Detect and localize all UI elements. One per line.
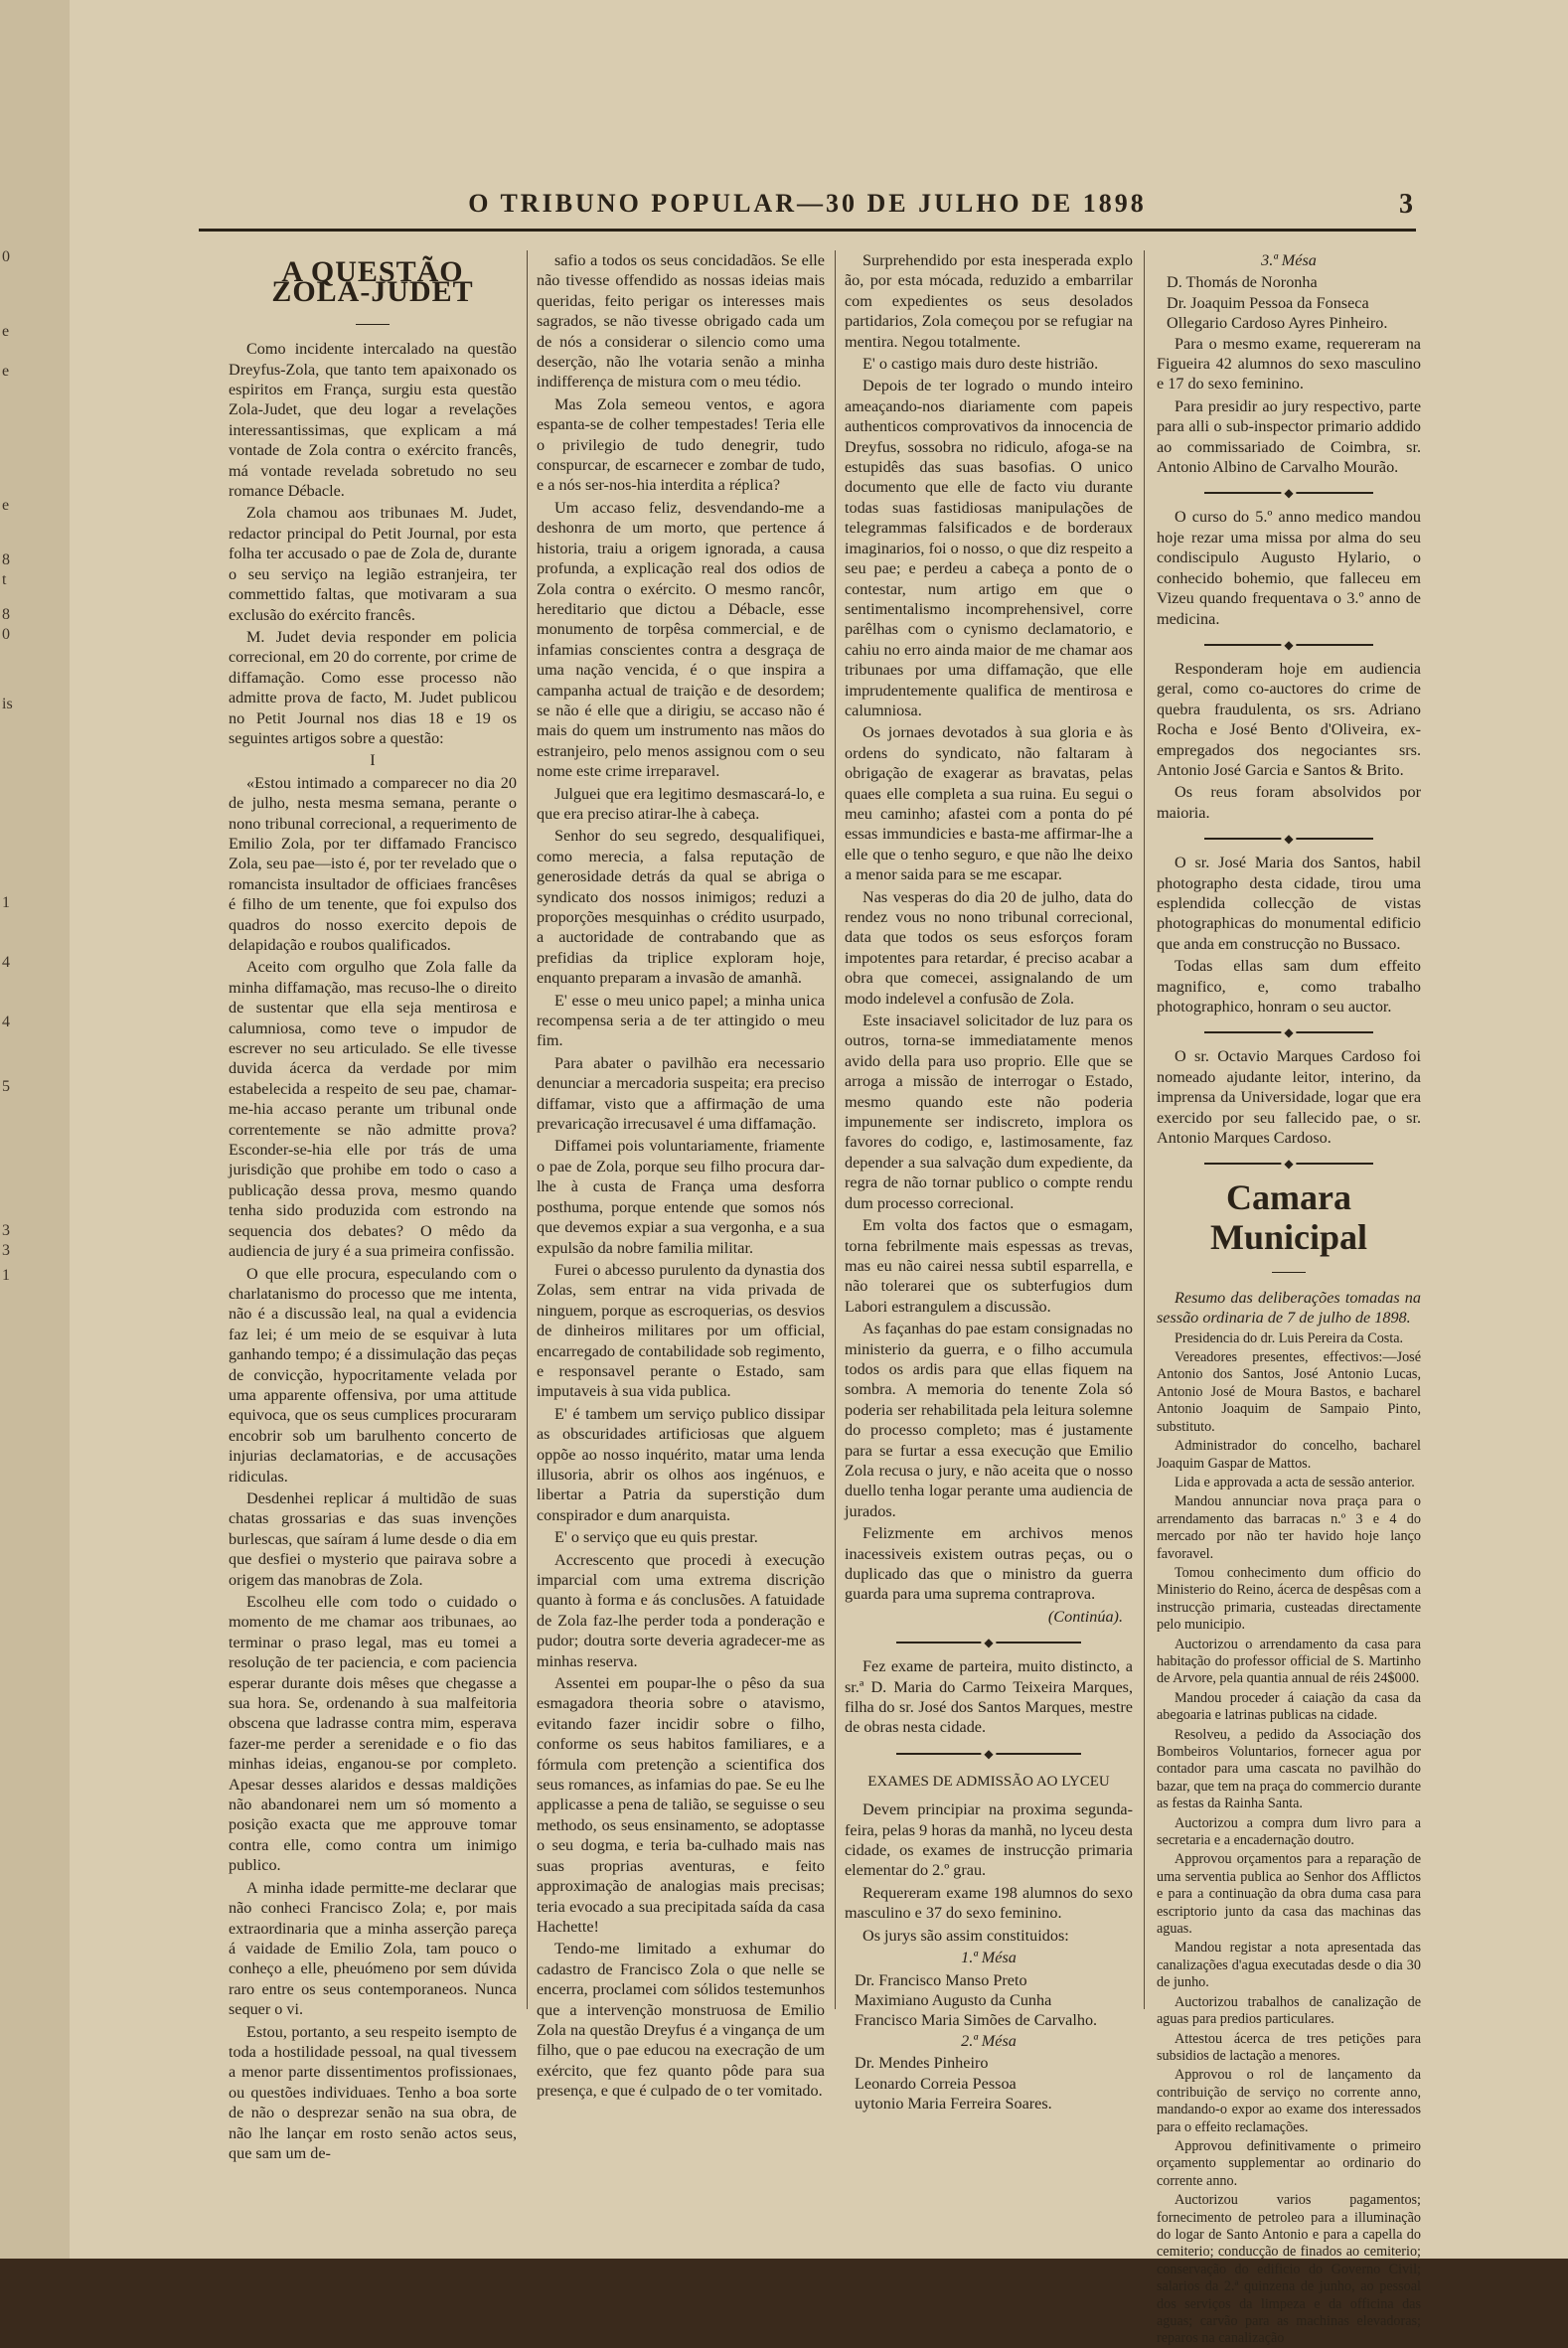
paragraph: Surprehendido por esta inesperada explo ão, por esta mócada, reduzido a embarrilar com expedientes os seus desolados partidarios, Zola começou por se refugiar na mentira. Negou totalmente. [845,251,1133,351]
paragraph: As façanhas do pae estam consignadas no ministerio da guerra, e o filho accumula todos os ardis para que ellas fiquem na sombra. A memoria do tenente Zola só poderia ser rehabilitada pela leitura solemne do processo completo; mas é justamente para se furtar a essa execução que Emilio Zola recusa o jury, e não aceita que o nosso duello tenha logar perante uma audiencia de jurados. [845,1320,1133,1520]
separator [1157,1026,1421,1036]
paragraph: Auctorizou a compra dum livro para a secretaria e a encadernação doutro. [1157,1814,1421,1849]
margin-glyph: 8 [2,606,10,623]
paragraph: Aceito com orgulho que Zola falle da minha diffamação, mas recuso-lhe o direito de sustentar que ella seja mentirosa e calumniosa, como teve o impudor de escrever no seu articulado. Se elle tivesse duvida ácerca da verdade por mim estabelecida a respeito de seu pae, chamar-me-hia accaso perante um tribunal onde correntemente se não admitte prova? Esconder-se-hia elle por trás de uma jurisdição que prohibe em todo o caso a publicação dessa prova, mesmo quando tenha sido produzida com estrondo na sequencia dos debates? O mêdo da audiencia de jury é a sua primeira confissão. [229,958,517,1261]
paragraph: Os reus foram absolvidos por maioria. [1157,783,1421,822]
paragraph: Auctorizou trabalhos de canalização de aguas para predios particulares. [1157,1993,1421,2028]
paragraph: Approvou orçamentos para a reparação de uma serventia publica ao Senhor dos Afflictos e para a continuação da obra duma casa para escriptorio junto da casa das machinas das aguas. [1157,1851,1421,1938]
paragraph: E' esse o meu unico papel; a minha unica recompensa seria a de ter attingido o meu fim. [537,991,825,1050]
mesa-1-label: 1.ª Mésa [961,1949,1017,1967]
paragraph: Mandou proceder á caiação da casa da abegoaria e latrinas publicas na cidade. [1157,1689,1421,1724]
margin-glyph: 4 [2,954,10,971]
paragraph: Desdenhei replicar á multidão de suas chatas grossarias e das suas invenções burlescas, que saíram á lume desde o dia em que desfiei o mysterio que pairava sobre a origem das manobras de Zola. [229,1488,517,1589]
separator [845,1748,1133,1758]
jury-member: Dr. Mendes Pinheiro [855,2054,989,2073]
paragraph: Tendo-me limitado a exhumar do cadastro de Francisco Zola o que nelle se encerra, proclamei com sólidos testemunhos que a intervenção monstruosa de Emilio Zola na questão Dreyfus é a vingança de um filho, que o pae educou na execração de um exército, que fez quanto pôde para sua presença, e que é culpado de o ter vomitado. [537,1940,825,2101]
jury-member: Dr. Francisco Manso Preto [855,1970,1027,1989]
paragraph: Um accaso feliz, desvendando-me a deshonra de um morto, que pertence á historia, traiu a origem ignorada, a causa profunda, a explicação real dos odios de Zola contra o exército. O mesmo rancôr, hereditario que dictou a Débacle, esse monumento de torpêsa commercial, e de infamias conscientes contra a desgraça de uma nação vencida, é o que inspira a campanha actual de traição e de desordem; se não é elle que a dirigiu, se accaso não é mais do quem um instrumento nas mãos do estranjeiro, pelo menos assignou com o seu nome este crime irreparavel. [537,498,825,781]
camara-subtitle: Resumo das deliberações tomadas na sessão ordinaria de 7 de julho de 1898. [1157,1288,1421,1328]
margin-glyph: e [2,363,10,380]
parteira-notice: Fez exame de parteira, muito distincto, a sr.ª D. Maria do Carmo Teixeira Marques, filha do sr. José dos Santos Marques, mestre de obras nesta cidade. [845,1657,1133,1737]
paragraph: Vereadores presentes, effectivos:—José Antonio dos Santos, José Antonio Lucas, Antonio José de Moura Bastos, e bacharel Antonio Joaquim de Sampaio Pinto, substituto. [1157,1349,1421,1435]
margin-glyph: 0 [2,626,10,643]
paragraph: Os jurys são assim constituidos: [862,1926,1069,1945]
mesa-2-list [845,2053,1133,2113]
curso-notice: O curso do 5.º anno medico mandou hoje rezar uma missa por alma do seu condiscipulo Augusto Hylario, o conhecido bohemio, que falleceu em Vizeu quando frequentava o 3.º anno de medicina. [1157,508,1421,628]
column-3 [845,250,1133,2113]
mesa-1-list [845,1970,1133,2031]
exames-body [845,1800,1133,1946]
audiencia-notice [1157,659,1421,823]
jury-member: Ollegario Cardoso Ayres Pinheiro. [1167,314,1388,333]
paragraph: Para presidir ao jury respectivo, parte para alli o sub-inspector primario addido ao commissariado de Coimbra, sr. Antonio Albino de Carvalho Mourão. [1157,396,1421,477]
mesa-3-list [1157,272,1421,333]
paragraph: Attestou ácerca de tres petições para subsidios de lactação a menores. [1157,2030,1421,2064]
paragraph: I [370,751,376,770]
article-body [229,339,517,2163]
paragraph: Diffamei pois voluntariamente, friamente o pae de Zola, porque seu filho procura dar-lhe à custa de França uma desforra posthuma, porque entende que somos nós que devemos expiar a sua vergonha, e a sua expulsão da nobre familia militar. [537,1137,825,1257]
header-rule [199,229,1416,232]
column-rule [1144,250,1145,2009]
separator [1157,1158,1421,1168]
camara-body [1157,1331,1421,2348]
paragraph: Escolheu elle com todo o cuidado o momento de me chamar aos tribunaes, ao terminar o praso legal, mas eu tomei a resolução de ter paciencia, e com paciencia esperar durante dois mêses que chegasse a sua hora. Se, ordenando à sua malfeitoria obscena que ladrasse contra mim, esperava fazer-me perder a serenidade e o fio das minhas ideias, enganou-se por completo. Apesar desses alaridos e dessas maldições não abandonarei nem um só momento a posição exacta que me approuve tomar contra elle, como contra um inimigo publico. [229,1593,517,1875]
jury-member: uytonio Maria Ferreira Soares. [855,2094,1052,2113]
paragraph: O que elle procura, especulando com o charlatanismo do processo que me intenta, não é a discussão leal, na qual a evidencia faz lei; é um meio de se esquivar à luta ganhando tempo; é a dissimulação das peças de convicção, hypocritamente velada por uma apparente offensiva, por uma attitude equivoca, que os seus cumplices procuraram encobrir sob um barulhento concerto de injurias declamatorias, e de accusações ridiculas. [229,1264,517,1486]
paragraph: E' é tambem um serviço publico dissipar as obscuridades artificiosas que alguem oppõe ao nosso inquérito, matar uma lenda illusoria, abrir os olhos aos ingénuos, e libertar a Patria da superstição dum conspirador e dum anarquista. [537,1404,825,1524]
paragraph: Julguei que era legitimo desmascará-lo, e que era preciso atirar-lhe à cabeça. [537,784,825,823]
paragraph: Presidencia do dr. Luis Pereira da Costa. [1175,1330,1404,1346]
margin-glyph: e [2,497,10,514]
separator [845,1637,1133,1646]
margin-glyph: t [2,571,7,588]
paragraph: Todas ellas sam dum effeito magnifico, e, como trabalho photographico, honram o seu auctor. [1157,957,1421,1016]
paragraph: Para abater o pavilhão era necessario denunciar a mercadoria suspeita; era preciso diffamar, visto que a affirmação de uma prevaricação irrecusavel é uma diffamação. [537,1053,825,1134]
paragraph: Para o mesmo exame, requereram na Figueira 42 alumnos do sexo masculino e 17 do sexo feminino. [1157,334,1421,393]
newspaper-page [70,0,1568,2347]
paragraph: Mas Zola semeou ventos, e agora espanta-se de colher tempestades! Teria elle o privilegio de tudo denegrir, tudo conspurcar, de escarnecer e zombar de tudo, e a nós ser-nos-hia interdita a réplica? [537,394,825,495]
paragraph: «Estou intimado a comparecer no dia 20 de julho, nesta mesma semana, perante o nono tribunal correcional, a requerimento de Emilio Zola, por ter diffamado Francisco Zola, seu pae—isto é, por ter revelado que o romancista insultador de officiaes francêses é filho de um tenente, que foi expulso dos quadros do nosso exercito depois de delapidação e roubos qualificados. [229,773,517,954]
mesa-2-label: 2.ª Mésa [961,2031,1017,2050]
paragraph: safio a todos os seus concidadãos. Se elle não tivesse offendido as nossas ideias mais queridas, feito perigar os interesses mais sagrados, se não tivesse obrigado cada um de nós a considerar o silencio como uma deserção, não lhe votaria senão a minha indifferença de mistura com o meu tédio. [537,251,825,391]
paragraph: M. Judet devia responder em policia correcional, em 20 do corrente, por crime de diffamação. Como esse processo não admitte prova de facto, M. Judet publicou no Petit Journal nos dias 18 e 19 os seguintes artigos sobre a questão: [229,627,517,747]
jury-member: D. Thomás de Noronha [1167,273,1318,292]
title-dash [1157,1261,1421,1281]
paragraph: Depois de ter logrado o mundo inteiro ameaçando-nos diariamente com papeis authenticos comprovativos da innocencia de Dreyfus, sossobra no ridiculo, afoga-se na estupidês das suas basofias. O unico documento que elle de facto viu durante todas suas fastidiosas manipulações de telegrammas falsificados e de borderaux imaginarios, foi o nosso, o que diz respeito a seu pae; e perdeu a cabeça a ponto de o contestar, num artigo em que o sentimentalismo incomprehensivel, corre parêlhas com o cynismo declamatorio, e cahiu no erro ainda maior de me chamar aos tribunaes por uma diffamação, que elle imprudentemente qualifica de mentirosa e calumniosa. [845,377,1133,719]
separator [1157,833,1421,843]
separator [1157,487,1421,497]
article-body-continued [845,250,1133,1605]
column-2 [537,250,825,2101]
paragraph: Requereram exame 198 alumnos do sexo masculino e 37 do sexo feminino. [845,1883,1133,1923]
adjacent-page-edge [0,0,76,2259]
continua-note: (Continúa). [1047,1607,1123,1626]
camara-heading: Camara Municipal [1209,1177,1368,1258]
santos-notice [1157,853,1421,1017]
paragraph: A minha idade permitte-me declarar que não conheci Francisco Zola; e, por mais extraordinaria que a minha asserção pareça á vaidade de Emilio Zola, tam pouco o conheço a elle, pheuómeno por sem dúvida raro entre os seus contemporaneos. Nunca sequer o vi. [229,1878,517,2019]
header-title: O TRIBUNO POPULAR—30 DE JULHO DE 1898 [468,189,1147,218]
paragraph: Auctorizou o arrendamento da casa para habitação do professor official de S. Martinho de Arvore, pela quantia annual de réis 24$000. [1157,1636,1421,1687]
title-dash [229,313,517,333]
margin-glyph: 1 [2,1267,10,1284]
column-1 [229,250,517,2162]
paragraph: Os jornaes devotados à sua gloria e às ordens do syndicato, não faltaram à obrigação de exagerar as bravatas, pelas quaes elle completa a sua ruina. Eu segui o meu caminho; afastei com a ponta do pé essas immundicies e basta-me affirmar-lhe a elle que o tenho seguro, e que não lhe deixo a menor saida para se me escapar. [845,723,1133,884]
figueira-notice [1157,334,1421,478]
paragraph: Approvou definitivamente o primeiro orçamento supplementar ao ordinario do corrente anno. [1157,2137,1421,2189]
margin-glyph: 5 [2,1078,10,1095]
jury-member: Leonardo Correia Pessoa [855,2074,1017,2093]
paragraph: Senhor do seu segredo, desqualifiquei, como merecia, a falsa reputação de generosidade detrás da qual se abriga o syndicato dos nossos inimigos; reduzi a proporções mesquinhas o crédito usurpado, a auctoridade de contrabando que as prefidias da triplice exploram hoje, enquanto preparam a invasão de amanhã. [537,827,825,988]
separator [1157,639,1421,649]
paragraph: Felizmente em archivos menos inacessiveis existem outras peças, ou o duplicado das que o ministro da guerra guarda para uma suprema contraprova. [845,1524,1133,1604]
exames-heading: EXAMES DE ADMISSÃO AO LYCEU [867,1773,1110,1790]
paragraph: Lida e approvada a acta de sessão anterior. [1175,1474,1415,1490]
paragraph: Em volta dos factos que o esmagam, torna febrilmente mais espessas as trevas, mas eu não cairei nessa subtil esparrella, e não tolerarei que os subterfugios dum Labori estrangulem a discussão. [845,1216,1133,1316]
margin-glyph: 1 [2,894,10,911]
jury-member: Francisco Maria Simões de Carvalho. [855,2011,1098,2030]
paragraph: Auctorizou varios pagamentos; fornecimento de petroleo para a illuminação do logar de Santo Antonio e para a capella do cemiterio; conducção de finados ao cemiterio; conservação do edificio do Governo Civil; salarios da 2.ª quinzena de junho, ao pessoal dos serviços da limpeza e da officina das aguas; carvão para as machinas elevadoras; reparos na canalização [1157,2192,1421,2347]
margin-glyph: 8 [2,551,10,568]
paragraph: Tomou conhecimento dum officio do Ministerio do Reino, ácerca de despêsas com a instrucção primaria, custeadas directamente pelo municipio. [1157,1564,1421,1634]
column-4 [1157,250,1421,2347]
page-number: 3 [1399,189,1416,220]
mesa-3-label: 3.ª Mésa [1261,251,1317,269]
margin-glyph: is [2,696,13,712]
paragraph: Resolveu, a pedido da Associação dos Bombeiros Voluntarios, fornecer agua por contador para uma cascata no pavilhão do bazar, que tem na praça do commercio durante as festas da Rainha Santa. [1157,1726,1421,1812]
paragraph: E' o serviço que eu quis prestar. [554,1528,758,1547]
margin-glyph: 4 [2,1014,10,1030]
paragraph: E' o castigo mais duro deste histrião. [862,355,1099,374]
paragraph: Accrescento que procedi à execução imparcial com uma extrema discrição quanto à forma e ás conclusões. A fatuidade de Zola faz-lhe perder toda a ponderação e pudor; doutra sorte deveria agradecer-me as minhas reserva. [537,1550,825,1670]
jury-member: Dr. Joaquim Pessoa da Fonseca [1167,293,1369,312]
paragraph: Furei o abcesso purulento da dynastia dos Zolas, sem entrar na vida privada de ninguem, porque as escroquerias, os desvios de dinheiros militares por um official, encarregado de contabilidade sob regimento, e responsavel perante o Estado, sam imputaveis à sua vida publica. [537,1260,825,1401]
article-title: A QUESTÃO ZOLA-JUDET [271,255,474,309]
column-rule [835,250,836,2009]
margin-glyph: 0 [2,248,10,265]
paragraph: Administrador do concelho, bacharel Joaquim Gaspar de Mattos. [1157,1438,1421,1472]
running-header [199,189,1416,223]
paragraph: Assentei em poupar-lhe o pêso da sua esmagadora theoria sobre o atavismo, evitando fazer incidir sobre o filho, conforme os seus habitos familiares, e a fórmula com pretenção a scientifica dos seus romances, as infamias do pae. Se eu lhe applicasse a pena de talião, se seguisse o seu methodo, os seus ensinamento, se adoptasse o seu dogma, e teria ba-culhado mais nas suas proprias aventuras, e feito approximação de analogias mais precisas; teria evocado a sua precipitada saída da casa Hachette! [537,1674,825,1936]
paragraph: Responderam hoje em audiencia geral, como co-auctores do crime de quebra fraudulenta, os srs. Adriano Rocha e José Bento d'Oliveira, ex-empregados dos negociantes srs. Antonio José Garcia e Santos & Brito. [1157,659,1421,779]
article-body-continued [537,250,825,2102]
paragraph: Mandou annunciar nova praça para o arrendamento das barracas n.º 3 e 4 do mercado por não ter havido hoje lanço favoravel. [1157,1493,1421,1562]
paragraph: Mandou registar a nota apresentada das canalizações d'agua executadas desde o dia 30 de junho. [1157,1940,1421,1991]
margin-glyph: e [2,323,10,340]
margin-glyph: 3 [2,1222,10,1239]
column-rule [527,250,528,2009]
margin-glyph: 3 [2,1242,10,1259]
paragraph: Estou, portanto, a seu respeito isempto de toda a hostilidade pessoal, na qual tivessem a menor parte dissentimentos profissionaes, ou questões individuaes. Tenho a boa sorte de não o desprezar senão na sua obra, de não lhe lançar em rosto senão actos seus, que sam um de- [229,2022,517,2162]
paragraph: Zola chamou aos tribunaes M. Judet, redactor principal do Petit Journal, por esta folha ter accusado o pae de Zola de, durante o seu serviço na legião estranjeira, ter commettido faltas, que motivaram a sua exclusão do exército francês. [229,504,517,624]
paragraph: Approvou o rol de lançamento da contribuição de serviço no corrente anno, mandando-o expor ao exame dos interessados para o effeito reclamações. [1157,2067,1421,2135]
paragraph: O sr. José Maria dos Santos, habil photographo desta cidade, tirou uma esplendida collecção de vistas photographicas do monumental edificio que anda em construcção no Bussaco. [1157,854,1421,953]
paragraph: Como incidente intercalado na questão Dreyfus-Zola, que tanto tem apaixonado os espiritos em França, surgiu esta questão Zola-Judet, que deu logar a revelações interessantissimas, que explicam a má vontade de Zola contra o exército francês, má vontade revelada sobretudo no seu romance Débacle. [229,340,517,501]
paragraph: Nas vesperas do dia 20 de julho, data do rendez vous no nono tribunal correcional, data que todos os seus esforços foram impotentes para retardar, é preciso acabar a obra que comecei, assignalando de um modo indelevel a confusão de Zola. [845,887,1133,1008]
paragraph: Este insaciavel solicitador de luz para os outros, torna-se immediatamente menos avido della para uso proprio. Elle que se arroga a missão de interrogar o Estado, mesmo quando este não poderia impunemente ser indiscreto, implora os favores do codigo, e, lastimosamente, faz depender a sua salvação dum expediente, da regra de não tornar publico o compte rendu dum processo correcional. [845,1012,1133,1212]
jury-member: Maximiano Augusto da Cunha [855,1990,1052,2009]
paragraph: Devem principiar na proxima segunda-feira, pelas 9 horas da manhã, no lyceu desta cidade, os exames de instrucção primaria elementar do 2.º grau. [845,1800,1133,1880]
cardoso-notice: O sr. Octavio Marques Cardoso foi nomeado ajudante leitor, interino, da imprensa da Universidade, logar que era exercido por seu fallecido pae, o sr. Antonio Marques Cardoso. [1157,1047,1421,1148]
